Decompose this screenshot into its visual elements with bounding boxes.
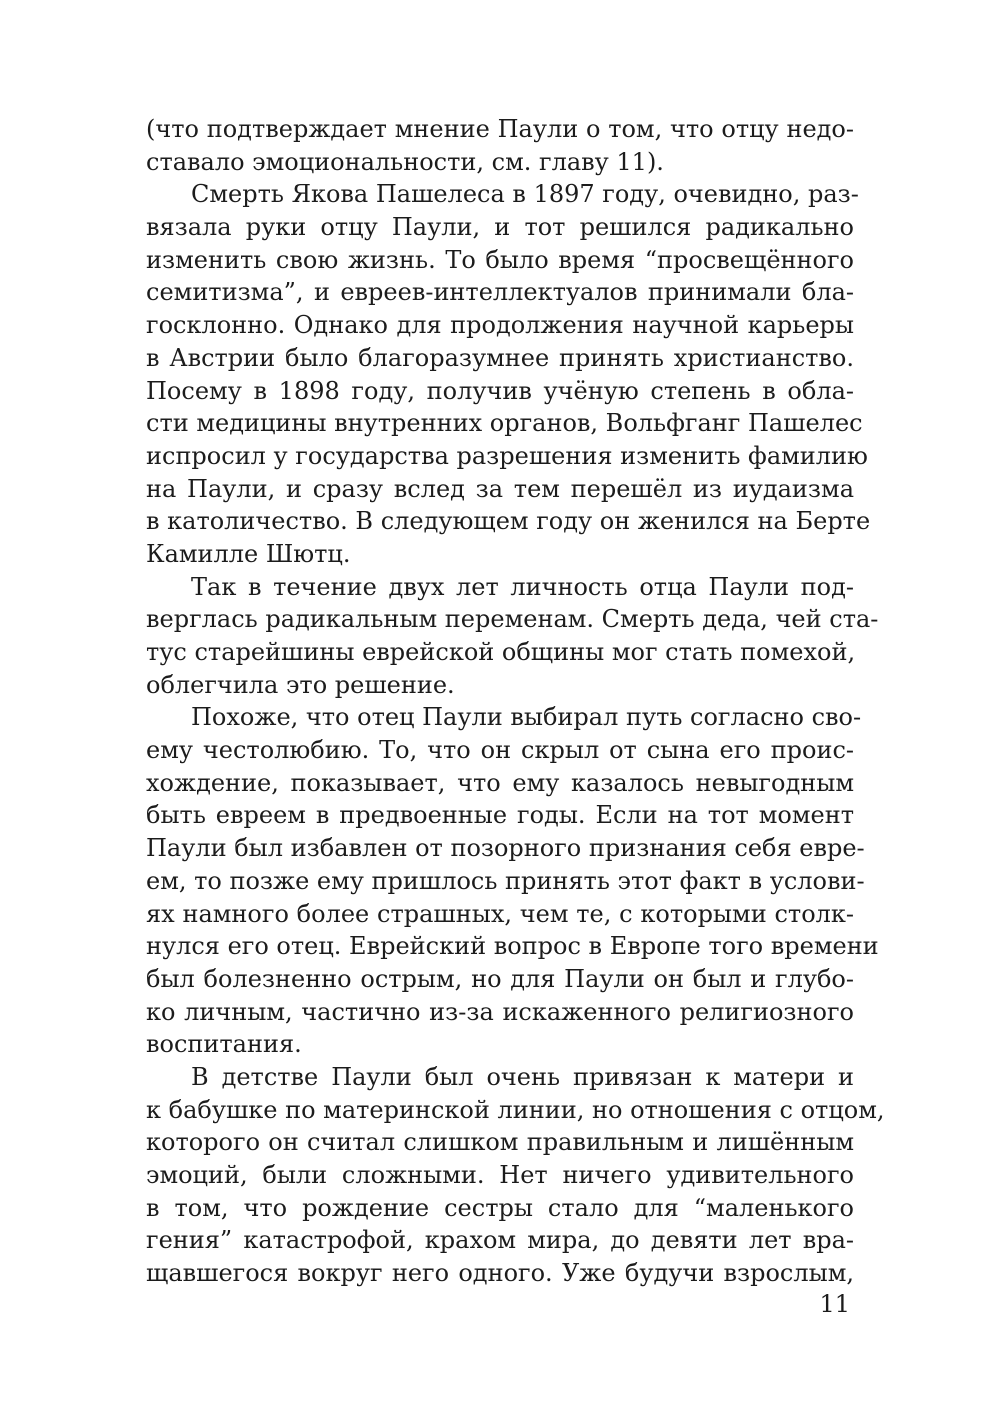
text-line: сти медицины внутренних органов, Вольфганг Пашелес: [146, 409, 863, 438]
body-text: [146, 113, 885, 1290]
text-line: изменить свою жизнь. То было время “просвещённого: [146, 245, 854, 274]
text-line: госклонно. Однако для продолжения научной карьеры: [146, 311, 854, 340]
paragraph: [146, 178, 871, 570]
text-line: Посему в 1898 году, получив учёную степень в обла-: [146, 376, 854, 405]
text-line: Так в течение двух лет личность отца Паули под-: [191, 572, 854, 601]
paragraph: [146, 701, 879, 1061]
text-line: быть евреем в предвоенные годы. Если на тот момент: [146, 801, 854, 830]
text-line: В детстве Паули был очень привязан к матери и: [191, 1062, 854, 1091]
text-line: Камилле Шютц.: [146, 539, 351, 568]
text-line: эмоций, были сложными. Нет ничего удивительного: [146, 1161, 854, 1189]
text-line: ко личным, частично из-за искаженного религиозного: [146, 997, 854, 1026]
text-line: ставало эмоциональности, см. главу 11).: [146, 147, 664, 176]
text-line: ему честолюбию. То, что он скрыл от сына его проис-: [146, 736, 854, 765]
paragraph: [146, 113, 854, 178]
text-line: Похоже, что отец Паули выбирал путь согласно сво-: [191, 703, 862, 732]
page-number: 11: [819, 1290, 850, 1318]
text-line: хождение, показывает, что ему казалось невыгодным: [146, 768, 854, 797]
text-line: нулся его отец. Еврейский вопрос в Европе того времени: [146, 932, 879, 961]
text-line: которого он считал слишком правильным и лишённым: [146, 1128, 854, 1157]
text-line: воспитания.: [146, 1030, 302, 1059]
text-line: в Австрии было благоразумнее принять христианство.: [146, 343, 854, 372]
text-line: гения” катастрофой, крахом мира, до девяти лет вра-: [146, 1226, 854, 1255]
text-line: семитизма”, и евреев-интеллектуалов принимали бла-: [146, 278, 854, 307]
text-line: испросил у государства разрешения изменить фамилию: [146, 441, 868, 470]
text-line: облегчила это решение.: [146, 670, 455, 699]
text-line: Паули был избавлен от позорного признания себя евре-: [146, 834, 865, 863]
text-line: тус старейшины еврейской общины мог стать помехой,: [146, 638, 856, 666]
text-line: был болезненно острым, но для Паули он был и глубо-: [146, 964, 854, 993]
paragraph: [146, 1061, 885, 1290]
text-line: на Паули, и сразу вслед за тем перешёл из иудаизма: [146, 474, 854, 503]
paragraph: [146, 571, 879, 702]
text-line: в том, что рождение сестры стало для “маленького: [146, 1193, 854, 1222]
text-line: ях намного более страшных, чем те, с которыми столк-: [146, 899, 854, 928]
text-line: (что подтверждает мнение Паули о том, что отцу недо-: [146, 115, 854, 143]
text-line: в католичество. В следующем году он женился на Берте: [146, 507, 871, 536]
text-line: щавшегося вокруг него одного. Уже будучи взрослым,: [146, 1259, 854, 1288]
text-line: верглась радикальным переменам. Смерть деда, чей ста-: [146, 605, 879, 634]
text-line: вязала руки отцу Паули, и тот решился радикально: [146, 213, 854, 242]
text-line: к бабушке по материнской линии, но отношения с отцом,: [146, 1095, 885, 1124]
text-line: ем, то позже ему пришлось принять этот факт в услови-: [146, 866, 865, 895]
text-line: Смерть Якова Пашелеса в 1897 году, очевидно, раз-: [191, 180, 859, 209]
